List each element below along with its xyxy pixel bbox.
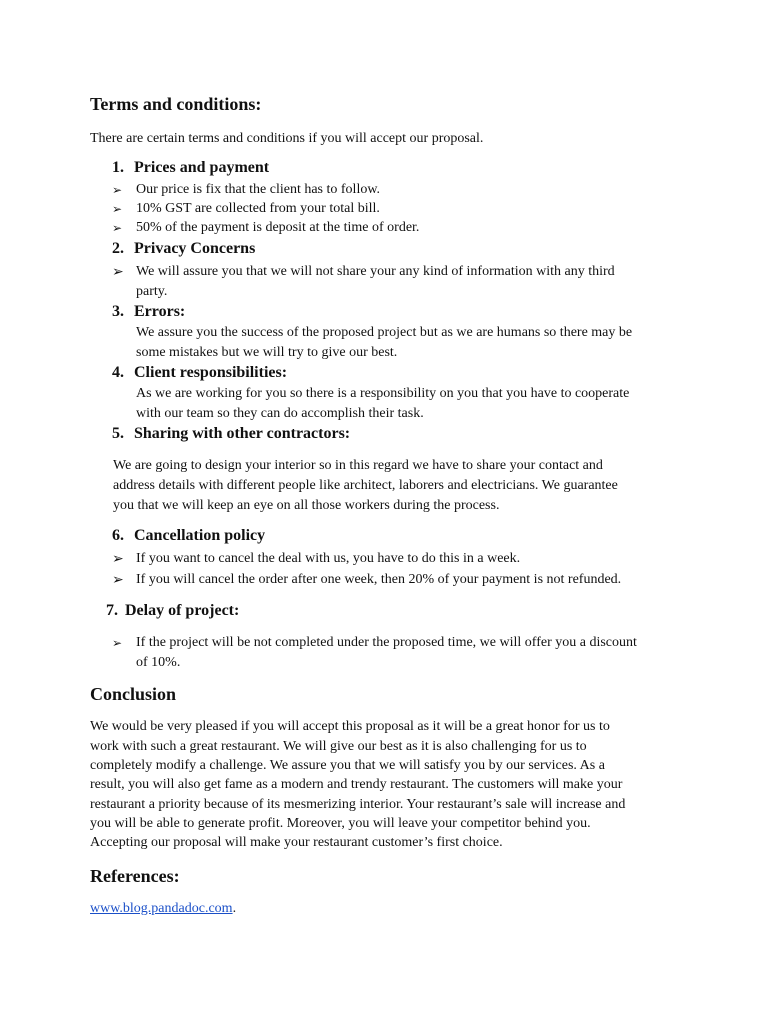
conclusion-line: work with such a great restaurant. We will give our best as it is also challenging for us to (90, 739, 587, 754)
section-number: 4. (112, 364, 124, 381)
section-number: 5. (112, 425, 124, 442)
section-title: Cancellation policy (134, 527, 266, 544)
section-paragraph-line: with our team so they can do accomplish their task. (136, 406, 424, 421)
conclusion-line: result, you will also get fame as a modern and trendy restaurant. The customers will make your (90, 777, 623, 792)
conclusion-line: Accepting our proposal will make your restaurant customer’s first choice. (90, 835, 503, 850)
references-heading: References: (90, 866, 180, 886)
section-3-heading (112, 303, 185, 321)
section-5-heading (112, 425, 350, 443)
section-title: Delay of project: (125, 602, 240, 619)
section-number: 6. (112, 527, 124, 544)
intro-text: There are certain terms and conditions if you will accept our proposal. (90, 131, 484, 146)
reference-link[interactable]: www.blog.pandadoc.com (90, 901, 233, 916)
section-title: Sharing with other contractors: (134, 425, 351, 442)
section-1-heading (112, 159, 269, 177)
section-paragraph-line: address details with different people like architect, laborers and electricians. We guarantee (113, 478, 618, 493)
section-title: Privacy Concerns (134, 240, 256, 257)
reference-entry (90, 899, 236, 919)
section-number: 1. (112, 159, 124, 176)
arrow-bullet-icon: ➢ (112, 636, 123, 650)
section-paragraph-line: you that we will keep an eye on all those workers during the process. (113, 498, 500, 513)
section-paragraph-line: We assure you the success of the proposed project but as we are humans so there may be (136, 325, 633, 340)
conclusion-heading: Conclusion (90, 684, 177, 704)
document-page: Terms and conditions: There are certain terms and conditions if you will accept our proposal. 1. Prices and payment ➢ Our price is fix that the client has to follow. ➢ 10% GST are collected from your total bill. ➢ 50% of the payment is deposit at the time of order. 2. Privacy Concerns ➢ We will assure you that we will not share your any kind of information with any third party. 3. Errors: We assure you the success of the proposed project but as we are humans so there may be some mistakes but we will try to give our best. 4. Client responsibilities: As we are working for you so there is a responsibility on you that you have to cooperate with our team so they can do accomplish their task. 5. Sharing with other contractors: We are going to design your interior so in this regard we have to share your contact and address details with different people like architect, laborers and electricians. We guarantee you that we will keep an eye on all those workers during the process. 6. Cancellation policy ➢ If you want to cancel the deal with us, you have to do this in a week. ➢ If you will cancel the order after one week, then 20% of your payment is not refunded. 7. Delay of project: ➢ If the project will be not completed under the proposed time, we will offer you a discount of 10%. Conclusion We would be very pleased if you will accept this proposal as it will be a great honor for us to work with such a great restaurant. We will give our best as it is also challenging for us to completely modify a challenge. We assure you that we will satisfy you by our services. As a result, you will also get fame as a modern and trendy restaurant. The customers will make your restaurant a priority because of its mesmerizing interior. Your restaurant’s sale will increase and you will be able to generate profit. Moreover, you will leave your competitor behind you. Accepting our proposal will make your restaurant customer’s first choice. References: www.blog.pandadoc.com. (0, 0, 768, 1024)
conclusion-line: restaurant a priority because of its mesmerizing interior. Your restaurant’s sale will increase and (90, 797, 626, 812)
arrow-bullet-icon: ➢ (112, 183, 123, 197)
section-number: 3. (112, 303, 124, 320)
arrow-bullet-icon: ➢ (112, 264, 124, 280)
arrow-bullet-icon: ➢ (112, 202, 123, 216)
section-4-heading (112, 364, 287, 382)
reference-trailing: . (232, 901, 237, 916)
section-paragraph-line: some mistakes but we will try to give our best. (136, 345, 398, 360)
section-number: 7. (106, 602, 118, 619)
section-title: Prices and payment (134, 159, 270, 176)
section-title: Client responsibilities: (134, 364, 288, 381)
section-6-heading (112, 527, 265, 545)
section-paragraph-line: We are going to design your interior so in this regard we have to share your contact and (113, 458, 603, 473)
section-paragraph-line: As we are working for you so there is a responsibility on you that you have to cooperate (136, 386, 630, 401)
arrow-bullet-icon: ➢ (112, 572, 124, 588)
conclusion-line: you will be able to generate profit. Moreover, you will leave your competitor behind you. (90, 816, 591, 831)
page-title: Terms and conditions: (90, 94, 262, 114)
section-number: 2. (112, 240, 124, 257)
arrow-bullet-icon: ➢ (112, 551, 124, 567)
arrow-bullet-icon: ➢ (112, 221, 123, 235)
conclusion-line: We would be very pleased if you will accept this proposal as it will be a great honor for us to (90, 719, 610, 734)
section-7-heading (106, 602, 239, 620)
conclusion-line: completely modify a challenge. We assure you that we will satisfy you by our services. As a (90, 758, 605, 773)
section-2-heading (112, 240, 255, 258)
section-title: Errors: (134, 303, 186, 320)
